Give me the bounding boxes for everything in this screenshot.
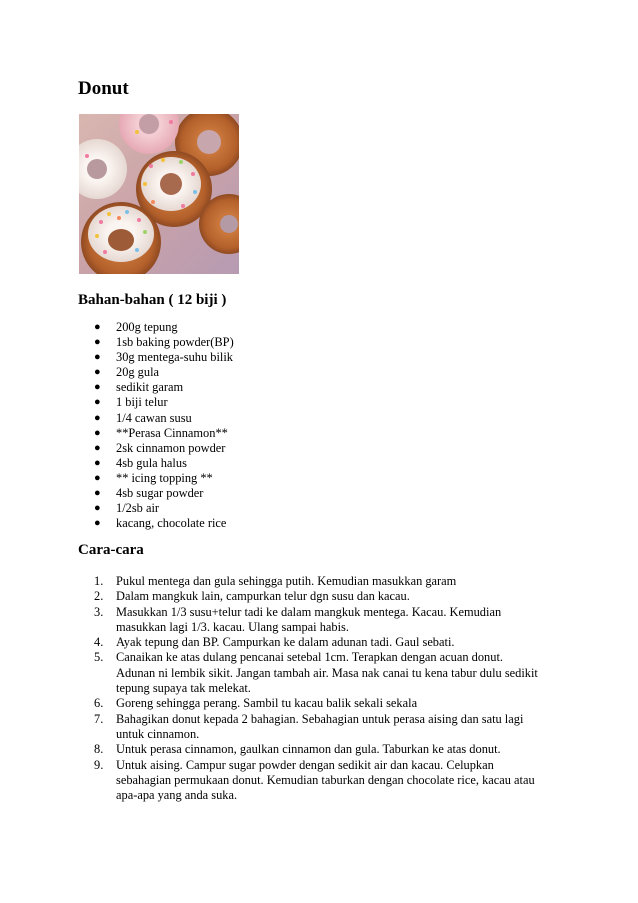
page-title: Donut [78,78,129,99]
ingredient-text: 20g gula [116,365,160,380]
step-text-line: Masukkan 1/3 susu+telur tadi ke dalam mangkuk mentega. Kacau. Kemudian [116,604,502,619]
ingredient-text: 200g tepung [116,320,178,334]
step-number: 5. [94,650,104,665]
method-step [0,650,580,696]
step-number: 2. [94,589,104,604]
ingredient-item [0,320,234,335]
bullet-icon: ● [94,366,101,379]
ingredient-text: 4sb gula halus [116,455,187,470]
ingredient-text: sedikit garam [116,380,184,395]
ingredient-item [0,486,234,501]
bullet-icon: ● [94,471,101,484]
bullet-icon: ● [94,517,101,530]
step-text-line: Pukul mentega dan gula sehingga putih. Kemudian masukkan garam [116,574,457,588]
step-number: 6. [94,696,104,711]
ingredient-text: 1 biji telur [116,395,168,410]
ingredient-item [0,350,234,365]
ingredient-text: 1/2sb air [116,501,160,516]
ingredient-list [0,320,234,531]
method-step [0,696,580,711]
ingredient-text: 1/4 cawan susu [116,410,192,425]
ingredient-item [0,426,234,441]
ingredient-item [0,380,234,395]
ingredient-text: **Perasa Cinnamon** [116,425,228,440]
ingredients-heading: Bahan-bahan ( 12 biji ) [78,292,227,308]
ingredient-item [0,395,234,410]
method-step [0,605,580,636]
ingredient-item [0,456,234,471]
bullet-icon: ● [94,321,101,333]
donut-photo [79,114,239,274]
ingredient-item [0,441,234,456]
method-step [0,635,580,650]
ingredient-text: ** icing topping ** [116,470,213,485]
bullet-icon: ● [94,502,101,515]
step-number: 3. [94,604,104,619]
bullet-icon: ● [94,381,101,394]
step-text-line: Adunan ni lembik sikit. Jangan tambah air. Masa nak canai tu kena tabur dulu sedikit [116,665,538,680]
step-text-line: Goreng sehingga perang. Sambil tu kacau balik sekali sekala [116,696,418,711]
method-step [0,712,580,743]
step-number: 8. [94,742,104,757]
step-text-line: sebahagian permukaan donut. Kemudian taburkan dengan chocolate rice, kacau atau [116,772,535,787]
method-step [0,758,580,804]
bullet-icon: ● [94,426,101,439]
ingredient-item [0,471,234,486]
ingredient-text: 4sb sugar powder [116,486,204,501]
ingredient-item [0,365,234,380]
step-text-line: tepung supaya tak melekat. [116,681,251,696]
bullet-icon: ● [94,411,101,424]
ingredient-text: kacang, chocolate rice [116,516,227,531]
bullet-icon: ● [94,336,101,349]
step-text-line: Dalam mangkuk lain, campurkan telur dgn susu dan kacau. [116,589,410,604]
ingredient-text: 2sk cinnamon powder [116,440,226,455]
step-text-line: apa-apa yang anda suka. [116,788,238,803]
ingredient-item [0,501,234,516]
method-heading: Cara-cara [78,542,144,558]
method-step [0,574,580,589]
ingredient-item [0,516,234,531]
step-text-line: untuk cinnamon. [116,726,200,741]
method-step [0,589,580,604]
ingredient-item [0,411,234,426]
step-text-line: Ayak tepung dan BP. Campurkan ke dalam adunan tadi. Gaul sebati. [116,635,455,650]
ingredient-text: 1sb baking powder(BP) [116,335,234,350]
bullet-icon: ● [94,487,101,500]
step-text-line: Untuk aising. Campur sugar powder dengan sedikit air dan kacau. Celupkan [116,757,494,772]
step-text-line: masukkan lagi 1/3. kacau. Ulang sampai habis. [116,619,349,634]
bullet-icon: ● [94,441,101,454]
bullet-icon: ● [94,351,101,364]
ingredient-text: 30g mentega-suhu bilik [116,350,234,365]
bullet-icon: ● [94,456,101,469]
method-step [0,742,580,757]
step-text-line: Bahagikan donut kepada 2 bahagian. Sebahagian untuk perasa aising dan satu lagi [116,711,524,726]
step-number: 7. [94,711,104,726]
step-text-line: Untuk perasa cinnamon, gaulkan cinnamon dan gula. Taburkan ke atas donut. [116,742,501,757]
step-number: 9. [94,757,104,772]
bullet-icon: ● [94,396,101,409]
step-text-line: Canaikan ke atas dulang pencanai setebal 1cm. Terapkan dengan acuan donut. [116,650,503,665]
method-steps [0,574,580,803]
step-number: 1. [94,574,104,588]
step-number: 4. [94,635,104,650]
ingredient-item [0,335,234,350]
